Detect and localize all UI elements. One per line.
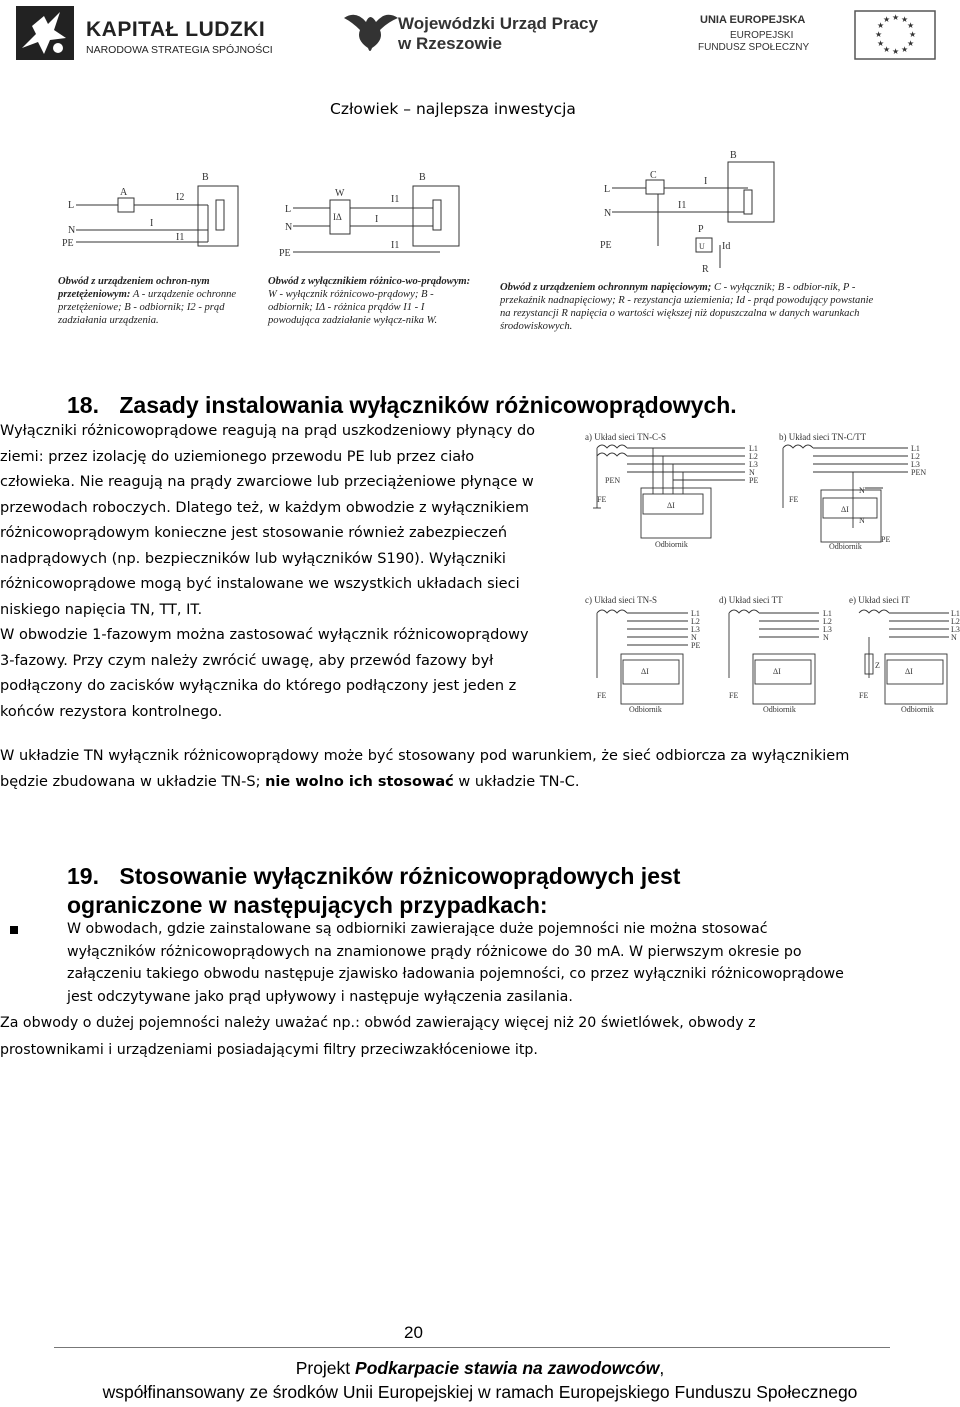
c-load: Odbiornik [629, 705, 662, 714]
svg-text:★: ★ [877, 21, 885, 30]
e-N: N [951, 633, 957, 642]
s19-after-line-2: prostownikami i urządzeniami posiadającymi filtry przeciwzakłóceniowe itp. [0, 1042, 538, 1058]
logo3-line3: FUNDUSZ SPOŁECZNY [698, 42, 810, 53]
figure-voltage-protection-circuit [598, 150, 798, 275]
svg-text:★: ★ [907, 39, 915, 48]
fig2-L: L [285, 204, 292, 215]
section19-title-1: Stosowanie wyłączników różnicowoprądowych jest [119, 863, 681, 889]
b-N2: N [859, 516, 865, 525]
d-L1: L1 [823, 609, 832, 618]
footer-project-prefix: Projekt [295, 1358, 356, 1378]
footer-project [0, 1358, 960, 1379]
wup-logo [340, 8, 598, 58]
fig2-N: N [285, 222, 293, 233]
a-DI: ΔI [667, 501, 675, 510]
a-load: Odbiornik [655, 540, 688, 549]
logo1-title: KAPITAŁ LUDZKI [86, 18, 266, 41]
logo3-line1: UNIA EUROPEJSKA [700, 14, 806, 26]
diagram-e-title: e) Układ sieci IT [849, 595, 910, 605]
figure-overcurrent-circuit [58, 160, 258, 265]
c-FE: FE [597, 691, 607, 700]
e-load: Odbiornik [901, 705, 934, 714]
section19-title-2: ograniczone w następujących przypadkach: [67, 892, 548, 918]
logo3-line2: EUROPEJSKI [730, 30, 794, 41]
diagram-b-title: b) Układ sieci TN-C/TT [779, 432, 867, 442]
section19-heading [67, 862, 680, 920]
kapital-ludzki-emblem-icon [14, 4, 76, 62]
b-PE: PE [881, 535, 891, 544]
section18-title: Zasady instalowania wyłączników różnicowoprądowych. [119, 392, 737, 418]
s18-line-4: przewodach roboczych. Dlatego też, w każdym obwodzie z wyłącznikiem [0, 499, 529, 516]
a-PE: PE [749, 476, 759, 485]
e-Z: Z [875, 661, 880, 670]
fig3-caption-bold: Obwód z urządzeniem ochronnym napięciowym; [500, 282, 712, 293]
fig2-W: W [335, 188, 345, 199]
svg-text:★: ★ [907, 21, 915, 30]
s18-line-10: 3-fazowy. Przy czym należy zwrócić uwagę, aby przewód fazowy był [0, 652, 494, 669]
e-L3: L3 [951, 625, 960, 634]
footer-cofinanced: współfinansowany ze środków Unii Europejskiej w ramach Europejskiego Funduszu Społecznego [102, 1382, 858, 1402]
b-FE: FE [789, 495, 799, 504]
diagram-c [597, 609, 700, 714]
tn-line-2-start: będzie zbudowana w układzie TN-S; [0, 773, 266, 790]
fig3-PE: PE [600, 240, 612, 251]
s18-line-6: nadprądowych (np. bezpieczników lub wyłączników S190). Wyłączniki [0, 550, 506, 567]
a-PEN: PEN [605, 476, 621, 485]
fig2-I1b: I1 [391, 240, 400, 251]
fig3-B: B [730, 150, 737, 161]
fig1-I: I [150, 218, 154, 229]
fig3-P: P [698, 224, 704, 235]
diagram-a-title: a) Układ sieci TN-C-S [585, 432, 667, 442]
fig1-caption [58, 275, 253, 327]
section19-bullet [67, 918, 957, 1008]
s19-bullet-line-1: W obwodach, gdzie zainstalowane są odbiorniki zawierające duże pojemności nie można stosować [67, 921, 768, 937]
section18-heading [67, 392, 737, 419]
section18-body [0, 419, 570, 725]
eu-flag-icon [854, 10, 936, 60]
section19-number: 19. [67, 863, 99, 889]
logo2-line2: w Rzeszowie [398, 34, 502, 53]
fig2-B: B [419, 172, 426, 183]
fig1-caption-bold: Obwód z urządzeniem ochron-nym przetężeniowym: [58, 276, 210, 300]
svg-text:★: ★ [875, 30, 883, 39]
figure-rcd-circuit [275, 160, 485, 265]
fig1-L: L [68, 200, 75, 211]
svg-text:★: ★ [909, 30, 917, 39]
d-L2: L2 [823, 617, 832, 626]
s18-line-5: różnicowoprądowym konieczne jest stosowanie również zabezpieczeń [0, 525, 508, 541]
footer-divider [54, 1347, 890, 1348]
kapital-ludzki-logo [14, 4, 284, 62]
svg-text:★: ★ [901, 15, 909, 24]
fig3-caption [500, 281, 880, 333]
b-L2: L2 [911, 452, 920, 461]
svg-text:★: ★ [883, 15, 891, 24]
s18-line-3: człowieka. Nie reagują na prądy zwarciowe lub przeciążeniowe płynące w [0, 474, 534, 490]
c-L1: L1 [691, 609, 700, 618]
fig2-caption-rest: W - wyłącznik różnicowo-prądowy; B - odbiornik; IΔ - różnica prądów I1 - I powodująca zadziałanie wyłącz-nika W. [268, 289, 438, 326]
fig1-PE: PE [62, 238, 74, 249]
diagram-e [859, 609, 960, 714]
b-load: Odbiornik [829, 542, 862, 551]
d-DI: ΔI [773, 667, 781, 676]
fig3-caption-rest: C - wyłącznik; B - odbior-nik, P - przekaźnik nadnapięciowy; R - rezystancja uziemienia; Id - prąd powodujący powstanie na rezystancji R napięcia o wartości większej niż dopuszczalna w danych warunkach środowiskowych. [500, 282, 874, 332]
network-systems-diagram [583, 428, 960, 718]
a-L1: L1 [749, 444, 758, 453]
tn-line-1: W układzie TN wyłącznik różnicowoprądowy może być stosowany pod warunkiem, że sieć odbiorcza za wyłącznikiem [0, 748, 850, 764]
fig3-R: R [702, 264, 709, 275]
diagram-b [783, 444, 926, 551]
tn-line-2-bold: nie wolno ich stosować [265, 773, 454, 790]
svg-text:★: ★ [892, 13, 900, 22]
fig3-U: U [699, 242, 705, 251]
fig2-I: I [375, 214, 379, 225]
fig3-Id: Id [722, 241, 731, 252]
c-L3: L3 [691, 625, 700, 634]
s19-bullet-line-3: załączeniu takiego obwodu następuje zjawisko ładowania pojemności, co przez wyłączniki różnicowoprądowe [67, 966, 844, 982]
bullet-square-icon [10, 926, 18, 934]
c-L2: L2 [691, 617, 700, 626]
page-number: 20 [404, 1323, 423, 1342]
footer-project-name: Podkarpacie stawia na zawodowców [355, 1358, 660, 1378]
ue-logo [690, 10, 940, 60]
c-N: N [691, 633, 697, 642]
fig1-I1: I1 [176, 232, 185, 243]
e-L1: L1 [951, 609, 960, 618]
b-DI: ΔI [841, 505, 849, 514]
fig1-B: B [202, 172, 209, 183]
b-N1: N [859, 486, 865, 495]
fig3-I: I [704, 176, 708, 187]
s18-line-2: ziemi: przez izolację do uziemionego przewodu PE lub przez ciało [0, 448, 475, 465]
s19-bullet-line-2: wyłączników różnicowoprądowych na znamionowe prądy różnicowe do 30 mA. W pierwszym okresie po [67, 943, 802, 960]
tn-line-2-end: w układzie TN-C. [453, 773, 580, 790]
svg-text:★: ★ [892, 47, 900, 56]
b-PEN: PEN [911, 468, 927, 477]
s18-line-1: Wyłączniki różnicowoprądowe reagują na prąd uszkodzeniowy płynący do [0, 423, 536, 439]
svg-text:★: ★ [883, 45, 891, 54]
fig3-L: L [604, 184, 611, 195]
c-PE: PE [691, 641, 701, 650]
b-L3: L3 [911, 460, 920, 469]
fig3-N: N [604, 208, 612, 219]
section19-heading-line1 [67, 862, 680, 891]
eagle-icon [340, 8, 400, 56]
motto: Człowiek – najlepsza inwestycja [330, 100, 576, 118]
s18-line-11: podłączony do zacisków wyłącznika do którego podłączony jest jeden z [0, 678, 517, 694]
fig2-caption-bold: Obwód z wyłącznikiem różnico-wo-prądowym: [268, 276, 471, 287]
s18-line-9: W obwodzie 1-fazowym można zastosować wyłącznik różnicowoprądowy [0, 627, 529, 643]
e-FE: FE [859, 691, 869, 700]
tn-paragraph [0, 744, 960, 795]
fig1-caption-rest: A - urządzenie ochronne przetężeniowe; B - odbiornik; I2 - prąd zadziałania urządzenia. [58, 289, 237, 326]
a-L2: L2 [749, 452, 758, 461]
fig2-I1: I1 [391, 194, 400, 205]
fig2-ID: IΔ [333, 212, 342, 222]
section19-after [0, 1010, 960, 1064]
fig1-N: N [68, 225, 76, 236]
s18-line-7: różnicowoprądowe mogą być instalowane we wszystkich układach sieci [0, 576, 520, 592]
s18-line-8: niskiego napięcia TN, TT, IT. [0, 601, 203, 618]
a-L3: L3 [749, 460, 758, 469]
s18-line-12: końców rezystora kontrolnego. [0, 703, 223, 720]
diagram-d-title: d) Układ sieci TT [719, 595, 783, 605]
d-L3: L3 [823, 625, 832, 634]
fig2-caption [268, 275, 478, 327]
b-L1: L1 [911, 444, 920, 453]
fig3-C: C [650, 170, 657, 181]
s19-after-line-1: Za obwody o dużej pojemności należy uważać np.: obwód zawierający więcej niż 20 świetlówek, obwody z [0, 1015, 756, 1031]
diagram-d [729, 609, 832, 714]
d-load: Odbiornik [763, 705, 796, 714]
fig1-A: A [120, 187, 128, 198]
svg-text:★: ★ [901, 45, 909, 54]
tn-line-2 [0, 770, 960, 796]
s19-bullet-line-4: jest odczytywane jako prąd upływowy i następuje wyłączenia zasilania. [67, 988, 573, 1005]
logo1-subtitle: NARODOWA STRATEGIA SPÓJNOŚCI [86, 44, 273, 56]
logo2-line1: Wojewódzki Urząd Pracy [398, 14, 598, 33]
d-FE: FE [729, 691, 739, 700]
a-N: N [749, 468, 755, 477]
fig1-I2: I2 [176, 192, 185, 203]
e-L2: L2 [951, 617, 960, 626]
section18-number: 18. [67, 392, 99, 418]
fig3-I1: I1 [678, 200, 687, 211]
footer-project-suffix: , [659, 1358, 665, 1378]
c-DI: ΔI [641, 667, 649, 676]
d-N: N [823, 633, 829, 642]
diagram-c-title: c) Układ sieci TN-S [585, 595, 658, 605]
diagram-a [593, 444, 758, 549]
fig2-PE: PE [279, 248, 291, 259]
a-FE: FE [597, 495, 607, 504]
svg-text:★: ★ [877, 39, 885, 48]
e-DI: ΔI [905, 667, 913, 676]
